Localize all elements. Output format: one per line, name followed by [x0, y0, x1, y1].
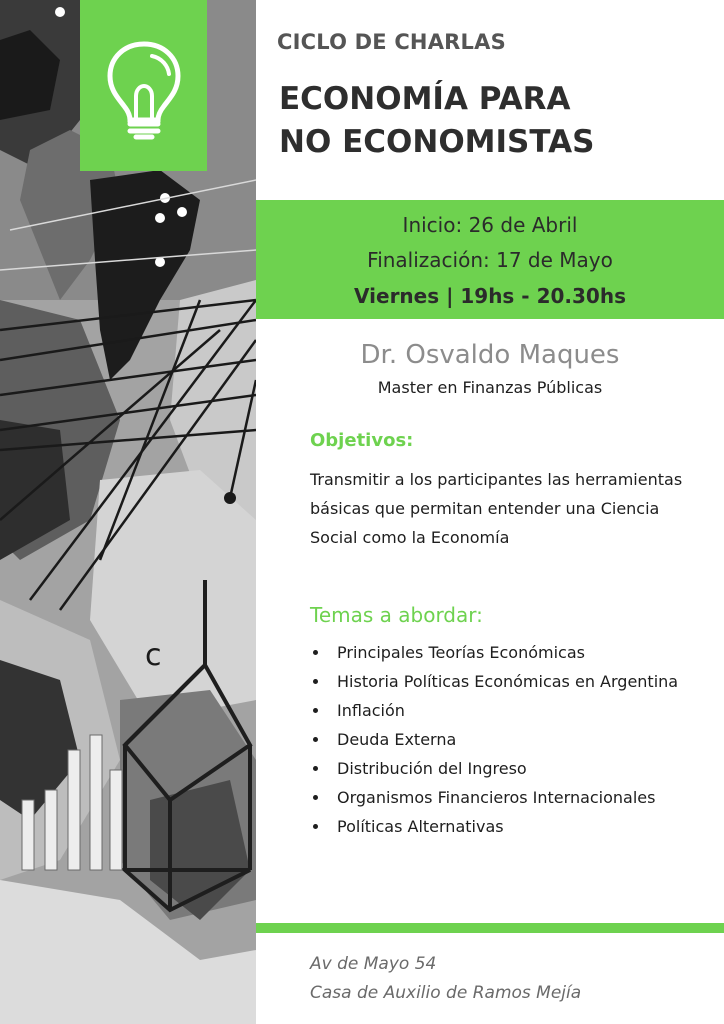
- series-label: CICLO DE CHARLAS: [277, 30, 506, 54]
- list-item: Historia Políticas Económicas en Argentina: [310, 667, 710, 696]
- list-item: Inflación: [310, 696, 710, 725]
- start-date: Inicio: 26 de Abril: [402, 213, 578, 237]
- list-item: Políticas Alternativas: [310, 812, 710, 841]
- topics-heading: Temas a abordar:: [310, 603, 483, 627]
- list-item: Deuda Externa: [310, 725, 710, 754]
- title-line-2: NO ECONOMISTAS: [279, 124, 595, 160]
- objectives-heading: Objetivos:: [310, 430, 414, 451]
- collage-artwork: [0, 0, 256, 1024]
- logo-badge: [80, 0, 207, 171]
- end-date: Finalización: 17 de Mayo: [367, 248, 613, 272]
- topics-list: [310, 638, 710, 841]
- title-line-1: ECONOMÍA PARA: [279, 81, 571, 117]
- session-time: Viernes | 19hs - 20.30hs: [354, 284, 626, 308]
- venue-name: Casa de Auxilio de Ramos Mejía: [310, 983, 582, 1003]
- venue-address: Av de Mayo 54: [310, 954, 437, 974]
- schedule-band: [256, 200, 724, 319]
- event-title: [279, 78, 594, 164]
- list-item: Distribución del Ingreso: [310, 754, 710, 783]
- objectives-text: Transmitir a los participantes las herramientas básicas que permitan entender una Ciencia Social como la Economía: [310, 470, 683, 547]
- list-item: Organismos Financieros Internacionales: [310, 783, 710, 812]
- divider: [256, 923, 724, 933]
- speaker-credential: Master en Finanzas Públicas: [377, 378, 603, 397]
- svg-text:c: c: [145, 638, 162, 673]
- speaker-name: Dr. Osvaldo Maques: [360, 340, 620, 370]
- lightbulb-icon: [106, 40, 182, 140]
- list-item: Principales Teorías Económicas: [310, 638, 710, 667]
